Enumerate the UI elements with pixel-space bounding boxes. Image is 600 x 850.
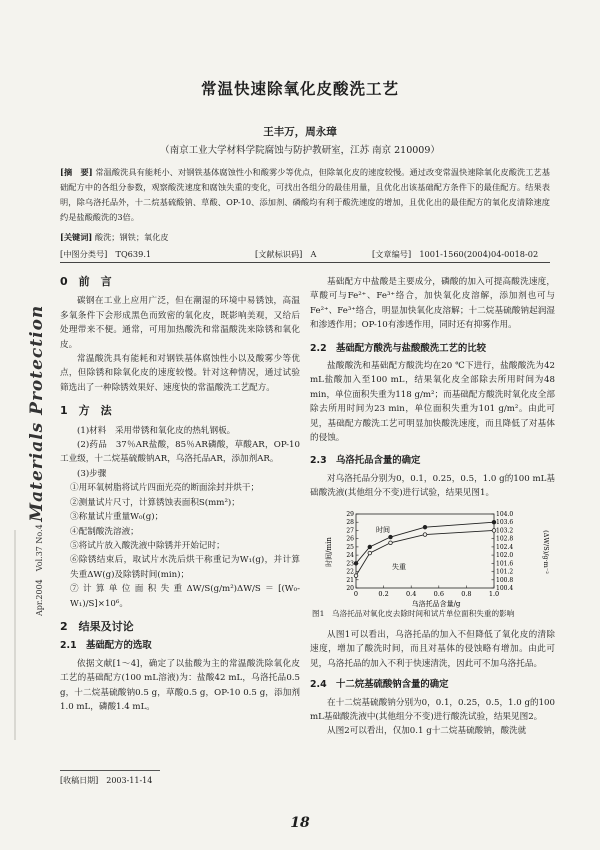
left-tick-label: 27: [346, 527, 354, 535]
section-2-4-paragraph: 在十二烷基硫酸钠分别为0，0.1，0.25，0.5，1.0 g的100 mL基础酸洗液中(其他组分不变)进行酸洗试验，结果见图2。: [310, 697, 555, 723]
right-tick-label: 102.8: [496, 535, 514, 543]
left-axis-ticks: [346, 511, 358, 592]
right-tick-label: 100.4: [496, 585, 514, 592]
article-number: [文章编号] 1001-1560(2004)04-0018-02: [372, 249, 539, 259]
time-point: [389, 535, 393, 539]
section-2-1-heading: 2.1 基础配方的选取: [60, 640, 152, 652]
weightloss-point: [492, 529, 496, 533]
author-list: 王丰万，周永璋: [263, 126, 337, 138]
step-7: ⑦计算单位面积失重ΔW/S(g/m²)ΔW/S＝[(W₀-W₁)/S]×10⁶。: [70, 584, 300, 609]
left-tick-label: 29: [346, 511, 354, 518]
right-tick-label: 100.8: [496, 576, 514, 584]
left-tick-label: 23: [346, 560, 354, 568]
time-point: [492, 520, 496, 524]
footnote-divider: [60, 770, 160, 771]
section-1-heading: 1 方 法: [60, 404, 112, 418]
x-tick-label: 0.4: [406, 590, 417, 598]
left-column: [60, 275, 300, 714]
weightloss-point: [354, 574, 358, 578]
step-5: ⑤将试片放入酸洗液中除锈并开始记时；: [70, 540, 225, 551]
left-tick-label: 25: [346, 543, 354, 551]
received-date: [收稿日期] 2003-11-14: [60, 776, 153, 785]
weightloss-point: [368, 551, 372, 555]
time-point: [368, 545, 372, 549]
right-tick-label: 102.0: [496, 552, 514, 560]
figure-1-caption: 图1 乌洛托品对氧化皮去除时间和试片单位面积失重的影响: [312, 609, 515, 618]
step-2: ②测量试片尺寸，计算锈蚀表面积S(mm²)；: [70, 497, 240, 508]
weightloss-series-line: [356, 530, 494, 575]
journal-sidebar: [27, 304, 49, 616]
x-tick-label: 0: [353, 590, 359, 598]
left-tick-label: 26: [346, 535, 354, 543]
right-tick-label: 101.6: [496, 560, 514, 568]
step-list: [60, 481, 300, 611]
section-2-3-paragraph: 对乌洛托品分别为0，0.1，0.25，0.5，1.0 g的100 mL基础酸洗液(其他组分不变)进行试验，结果见图1。: [310, 473, 555, 499]
left-tick-label: 21: [346, 576, 354, 584]
time-point: [354, 562, 358, 566]
journal-issue-info: Apr.2004 Vol.37 No.4: [35, 524, 44, 616]
weightloss-point: [423, 533, 427, 537]
clc-number: [中图分类号] TQ639.1: [60, 249, 152, 259]
series-label-time: 时间: [376, 526, 390, 534]
section-2-3-discussion: 从图1可以看出，乌洛托品的加入不但降低了氧化皮的清除速度，增加了酸洗时间，而且对基体的侵蚀略有增加。由此可见，乌洛托品的加入不利于快速清洗，因此可不加乌洛托品。: [310, 630, 555, 669]
document-code: [文献标识码] A: [255, 249, 317, 259]
x-tick-label: 1.0: [488, 590, 500, 598]
page-number: 18: [290, 815, 310, 831]
header-divider: [60, 262, 550, 263]
right-tick-label: 103.6: [496, 519, 514, 527]
section-2-3-heading: 2.3 乌洛托品含量的确定: [310, 455, 421, 467]
step-3: ③称量试片重量W₀(g)；: [70, 512, 164, 523]
keywords: [60, 232, 550, 243]
left-tick-label: 20: [346, 585, 354, 592]
abstract-text: 常温酸洗具有能耗小、对钢铁基体腐蚀性小和酸雾少等优点，但除氧化皮的速度较慢。通过改变常温快速除氧化皮酸洗工艺基础配方中的各组分参数，观察酸洗速度和腐蚀失重的变化，可找出各组分的最佳用量，且优化出该基础配方条件下的最佳配方。结果表明，除乌洛托品外，十二烷基硫酸钠、草酸、OP-10、添加剂、磷酸均有利于酸洗速度的增加，且优化出的最佳配方的氧化皮清除速度约是盐酸酸洗的3倍。: [60, 167, 550, 222]
abstract-label: [摘 要]: [60, 167, 93, 177]
section-2-4-heading: 2.4 十二烷基硫酸钠含量的确定: [310, 679, 449, 691]
right-column-top: [310, 275, 555, 501]
right-tick-label: 104.0: [496, 511, 514, 518]
keywords-label: [关键词]: [60, 232, 93, 242]
right-tick-label: 103.2: [496, 527, 514, 535]
paper-title: 常温快速除氧化皮酸洗工艺: [200, 80, 399, 98]
x-axis-label: 乌洛托品含量/g: [411, 600, 461, 608]
section-0-paragraph-1: 碳钢在工业上应用广泛，但在潮湿的环境中易锈蚀，高温多氧条件下会形成黑色而致密的氧化皮，既影响美观，又给后处理带来不便。通常，可用加热酸洗和常温酸洗来除锈和氧化皮。: [60, 296, 300, 350]
reagents-item: (2)药品 37％AR盐酸，85％AR磷酸，草酸AR，OP-10工业级，十二烷基硫酸钠AR，乌洛托品AR，添加剂AR。: [60, 440, 300, 465]
steps-item: (3)步骤: [77, 468, 107, 479]
series-label-weightloss: 失重: [392, 563, 406, 571]
figure-1-chart: [318, 508, 550, 608]
section-2-2-heading: 2.2 基础配方酸洗与盐酸酸洗工艺的比较: [310, 342, 486, 354]
materials-item: (1)材料 采用带锈和氧化皮的热轧钢板。: [77, 425, 236, 436]
section-2-2-paragraph: 盐酸酸洗和基础配方酸洗均在20 ℃下进行，盐酸酸洗为42 mL盐酸加入至100 mL，结果氧化皮全部除去所用时间为48 min，单位面积失重为118 g/m²；而基础配方酸洗时氧化皮全部除去所用时间为23 min，单位面积失重为101 g/m²。由此可见，基础配方酸洗工艺可明显加快酸洗速度，而且降低了对基体的侵蚀。: [310, 361, 555, 444]
section-2-1-paragraph: 依据文献[1～4]，确定了以盐酸为主的常温酸洗除氧化皮工艺的基础配方(100 mL溶液)为：盐酸42 mL，乌洛托品0.5 g，十二烷基硫酸钠0.5 g，草酸0.5 g，OP-10 0.5 g，添加剂1.0 mL，磷酸1.4 mL。: [60, 658, 300, 712]
step-1: ①用环氧树脂将试片四面光亮的断面涂封并烘干；: [70, 483, 260, 494]
journal-name: Materials Protection: [27, 304, 47, 522]
weightloss-point: [389, 541, 393, 545]
basic-formula-paragraph: 基础配方中盐酸是主要成分，磷酸的加入可提高酸洗速度，草酸可与Fe²⁺、Fe³⁺络合，加快氧化皮溶解，添加剂也可与Fe²⁺、Fe³⁺络合，明显加快氧化皮溶解；十二烷基硫酸钠起润湿和渗透作用；OP-10有渗透作用，同时还有抑雾作用。: [310, 277, 555, 331]
step-6: ⑥除锈结束后，取试片水洗后烘干称重记为W₁(g)，并计算失重ΔW(g)及除锈时间(min)；: [70, 555, 300, 580]
left-axis-label: 时间/min: [325, 537, 333, 567]
x-tick-label: 0.2: [378, 590, 389, 598]
left-tick-label: 28: [346, 519, 354, 527]
sidebar-band: [14, 530, 16, 740]
right-column-bottom: [310, 628, 555, 739]
right-tick-label: 101.2: [496, 568, 514, 576]
keywords-text: 酸洗；钢铁；氧化皮: [94, 232, 169, 242]
author-affiliation: （南京工业大学材料学院腐蚀与防护教研室，江苏 南京 210009）: [160, 145, 440, 156]
left-tick-label: 24: [346, 552, 354, 560]
left-tick-label: 22: [346, 568, 354, 576]
step-4: ④配制酸洗溶液；: [70, 526, 139, 537]
section-0-paragraph-2: 常温酸洗具有能耗和对钢铁基体腐蚀性小以及酸雾少等优点，但除锈和除氧化皮的速度较慢。针对这种情况，通过试验筛选出了一种除锈效果好、速度快的常温酸洗工艺配方。: [60, 354, 300, 393]
right-axis-label: (ΔW/S)/g·m⁻²: [542, 530, 550, 574]
time-point: [423, 525, 427, 529]
x-axis-ticks: [354, 586, 499, 599]
abstract: [60, 165, 550, 225]
section-0-heading: 0 前 言: [60, 275, 112, 288]
section-2-4-discussion: 从图2可以看出，仅加0.1 g十二烷基硫酸钠，酸洗就: [327, 726, 527, 737]
x-tick-label: 0.6: [433, 590, 444, 598]
x-tick-label: 0.8: [461, 590, 472, 598]
right-tick-label: 102.4: [496, 543, 514, 551]
section-2-heading: 2 结果及讨论: [60, 619, 134, 633]
